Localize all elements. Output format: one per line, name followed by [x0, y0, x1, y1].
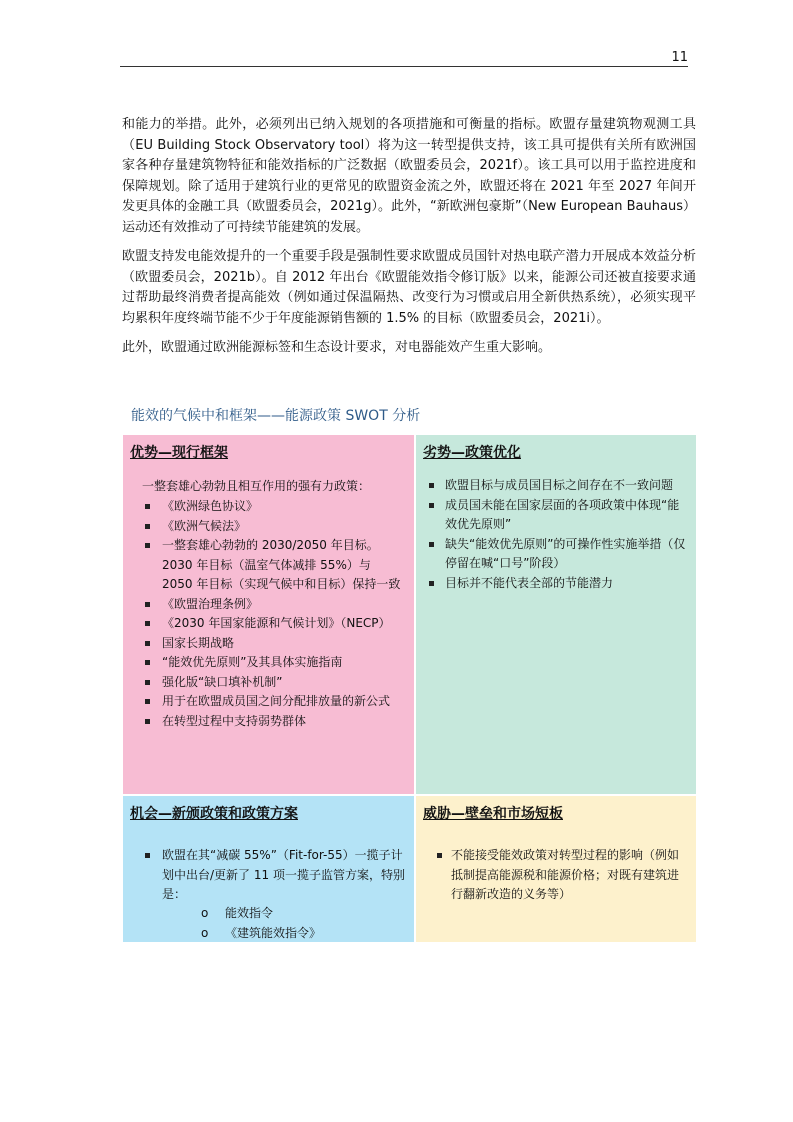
list-item: 目标并不能代表全部的节能潜力	[427, 574, 689, 594]
list-item: 成员国未能在国家层面的各项政策中体现“能效优先原则”	[427, 496, 689, 535]
square-bullet-icon	[429, 581, 434, 586]
list-item: 强化版“缺口填补机制”	[143, 673, 405, 693]
list-item: 一整套雄心勃勃的 2030/2050 年目标。2030 年目标（温室气体减排 55%）与 2050 年目标（实现气候中和目标）保持一致	[143, 536, 405, 595]
weaknesses-heading: 劣势—政策优化	[423, 445, 521, 461]
square-bullet-icon	[145, 524, 150, 529]
square-bullet-icon	[145, 699, 150, 704]
list-item: 国家长期战略	[143, 634, 405, 654]
list-item: 《欧盟治理条例》	[143, 595, 405, 615]
list-item: 《欧洲气候法》	[143, 517, 405, 537]
square-bullet-icon	[145, 543, 150, 548]
list-item: 在转型过程中支持弱势群体	[143, 712, 405, 732]
strengths-cell	[123, 435, 414, 794]
list-item: o 能效指令	[201, 904, 321, 924]
opportunities-sub-list	[201, 904, 321, 943]
square-bullet-icon	[145, 680, 150, 685]
body-paragraph: 此外，欧盟通过欧洲能源标签和生态设计要求，对电器能效产生重大影响。	[122, 340, 552, 355]
list-item: 《2030 年国家能源和气候计划》（NECP）	[143, 614, 405, 634]
weaknesses-cell	[416, 435, 696, 794]
list-item: 缺失“能效优先原则”的可操作性实施举措（仅停留在喊“口号”阶段）	[427, 535, 689, 574]
square-bullet-icon	[429, 503, 434, 508]
body-paragraph: 欧盟支持发电能效提升的一个重要手段是强制性要求欧盟成员国针对热电联产潜力开展成本效益分析（欧盟委员会，2021b）。自 2012 年出台《欧盟能效指令修订版》以来，能源公司还被直接要求通过帮助最终消费者提高能效（例如通过保温隔热、改变行为习惯或启用全新供热系统），必须实现平均累积年度终端节能不少于年度能源销售额的 1.5% 的目标（欧盟委员会，2021i）。	[122, 249, 696, 326]
strengths-heading: 优势—现行框架	[130, 445, 228, 461]
square-bullet-icon	[437, 853, 442, 858]
header-rule	[120, 66, 688, 67]
threats-cell	[416, 796, 696, 942]
opportunities-list	[143, 846, 405, 905]
list-item: “能效优先原则”及其具体实施指南	[143, 653, 405, 673]
threats-list	[435, 846, 690, 905]
body-text	[122, 115, 696, 368]
list-item: 《欧洲绿色协议》	[143, 497, 405, 517]
strengths-intro: 一整套雄心勃勃且相互作用的强有力政策：	[142, 479, 371, 493]
square-bullet-icon	[145, 660, 150, 665]
body-paragraph: 和能力的举措。此外，必须列出已纳入规划的各项措施和可衡量的指标。欧盟存量建筑物观测工具（EU Building Stock Observatory tool）将为这一转型提供支持，该工具可提供有关所有欧洲国家各种存量建筑物特征和能效指标的广泛数据（欧盟委员会，2021f）。该工具可以用于监控进度和保障规划。除了适用于建筑行业的更常见的欧盟资金流之外，欧盟还将在 2021 年至 2027 年间开发更具体的金融工具（欧盟委员会，2021g）。此外，“新欧洲包豪斯”（New European Bauhaus）运动还有效推动了可持续节能建筑的发展。	[122, 117, 696, 235]
list-item: 欧盟在其“减碳 55%”（Fit-for-55）一揽子计划中出台/更新了 11 项一揽子监管方案，特别是：	[143, 846, 405, 905]
square-bullet-icon	[145, 504, 150, 509]
list-item: 欧盟目标与成员国目标之间存在不一致问题	[427, 476, 689, 496]
square-bullet-icon	[145, 621, 150, 626]
swot-table	[123, 435, 696, 942]
list-item: o 《建筑能效指令》	[201, 924, 321, 944]
list-item: 不能接受能效政策对转型过程的影响（例如抵制提高能源税和能源价格；对既有建筑进行翻新改造的义务等）	[435, 846, 690, 905]
square-bullet-icon	[145, 602, 150, 607]
strengths-list	[143, 497, 405, 731]
opportunities-cell	[123, 796, 414, 942]
swot-title: 能效的气候中和框架——能源政策 SWOT 分析	[131, 408, 421, 424]
square-bullet-icon	[145, 853, 150, 858]
opportunities-heading: 机会—新颁政策和政策方案	[130, 806, 298, 822]
page-number: 11	[671, 50, 688, 65]
square-bullet-icon	[145, 719, 150, 724]
weaknesses-list	[427, 476, 689, 593]
list-item: 用于在欧盟成员国之间分配排放量的新公式	[143, 692, 405, 712]
circle-bullet-icon: o	[201, 906, 209, 920]
square-bullet-icon	[145, 641, 150, 646]
circle-bullet-icon: o	[201, 925, 209, 940]
square-bullet-icon	[429, 483, 434, 488]
threats-heading: 威胁—壁垒和市场短板	[423, 806, 563, 822]
square-bullet-icon	[429, 542, 434, 547]
